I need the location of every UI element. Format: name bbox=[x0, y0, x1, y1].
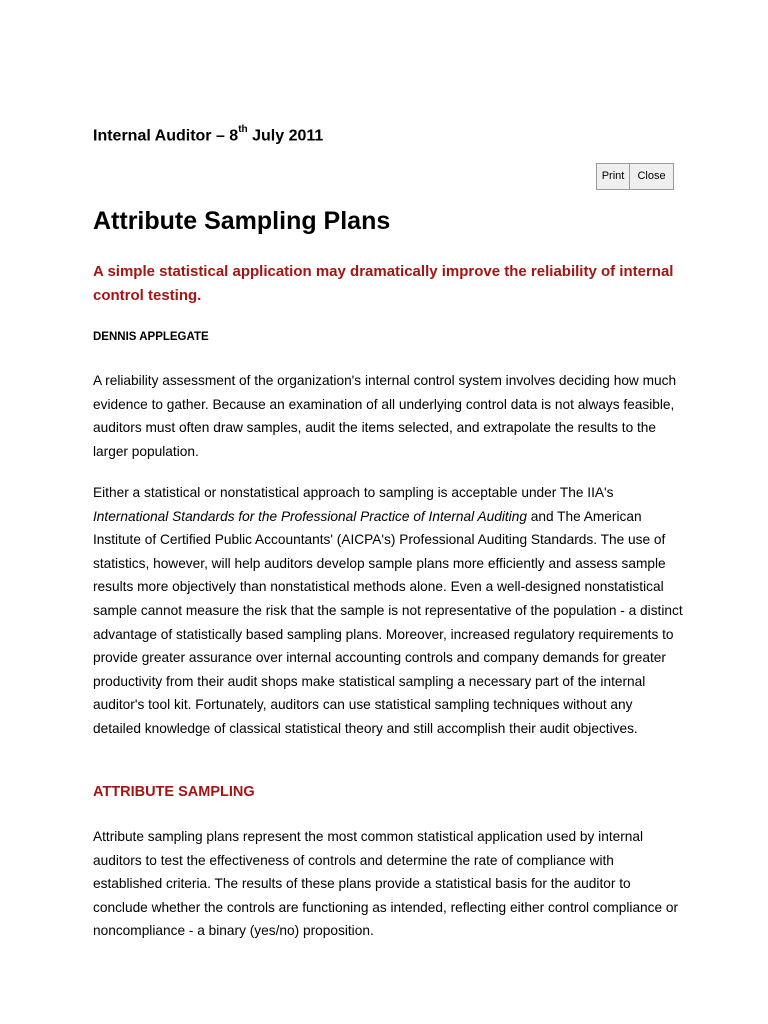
print-button[interactable]: Print bbox=[596, 163, 630, 190]
article-title: Attribute Sampling Plans bbox=[93, 207, 391, 235]
toolbar bbox=[596, 163, 674, 190]
section-heading: ATTRIBUTE SAMPLING bbox=[93, 784, 255, 800]
article-author: DENNIS APPLEGATE bbox=[93, 331, 209, 343]
paragraph-2-lead: Either a statistical or nonstatistical approach to sampling is acceptable under The IIA's bbox=[93, 485, 614, 500]
source-suffix: July 2011 bbox=[247, 127, 324, 145]
body-paragraph-1: A reliability assessment of the organization's internal control system involves deciding how much evidence to gather. Because an examination of all underlying control data is not always feasible, auditors must often draw samples, audit the items selected, and extrapolate the results to the larger population. bbox=[93, 373, 677, 459]
source-prefix: Internal Auditor – 8 bbox=[93, 127, 239, 145]
paragraph-2-rest: and The American Institute of Certified Public Accountants' (AICPA's) Professional Auditing Standards. The use of statistics, however, will help auditors develop sample plans more efficiently and assess sample results more objectively than nonstatistical methods alone. Even a well-designed nonstatistical sample cannot measure the risk that the sample is not representative of the population - a distinct advantage of statistically based sampling plans. Moreover, increased regulatory requirements to provide greater assurance over internal accounting controls and company demands for greater productivity from their audit shops make statistical sampling a necessary part of the internal auditor's tool kit. Fortunately, auditors can use statistical sampling techniques without any detailed knowledge of classical statistical theory and still accomplish their audit objectives. bbox=[93, 508, 683, 736]
standards-title-italic: International Standards for the Professional Practice of Internal Auditing bbox=[93, 508, 527, 524]
body-paragraph-3: Attribute sampling plans represent the most common statistical application used by internal auditors to test the effectiveness of controls and determine the rate of compliance with established criteria. The results of these plans provide a statistical basis for the auditor to conclude whether the controls are functioning as intended, reflecting either control compliance or noncompliance - a binary (yes/no) proposition. bbox=[93, 829, 679, 939]
publication-source bbox=[93, 126, 323, 145]
source-superscript: th bbox=[238, 124, 248, 135]
article-deck: A simple statistical application may dramatically improve the reliability of internal control testing. bbox=[93, 263, 674, 304]
close-button[interactable]: Close bbox=[630, 163, 674, 190]
body-paragraph-2 bbox=[93, 481, 683, 741]
